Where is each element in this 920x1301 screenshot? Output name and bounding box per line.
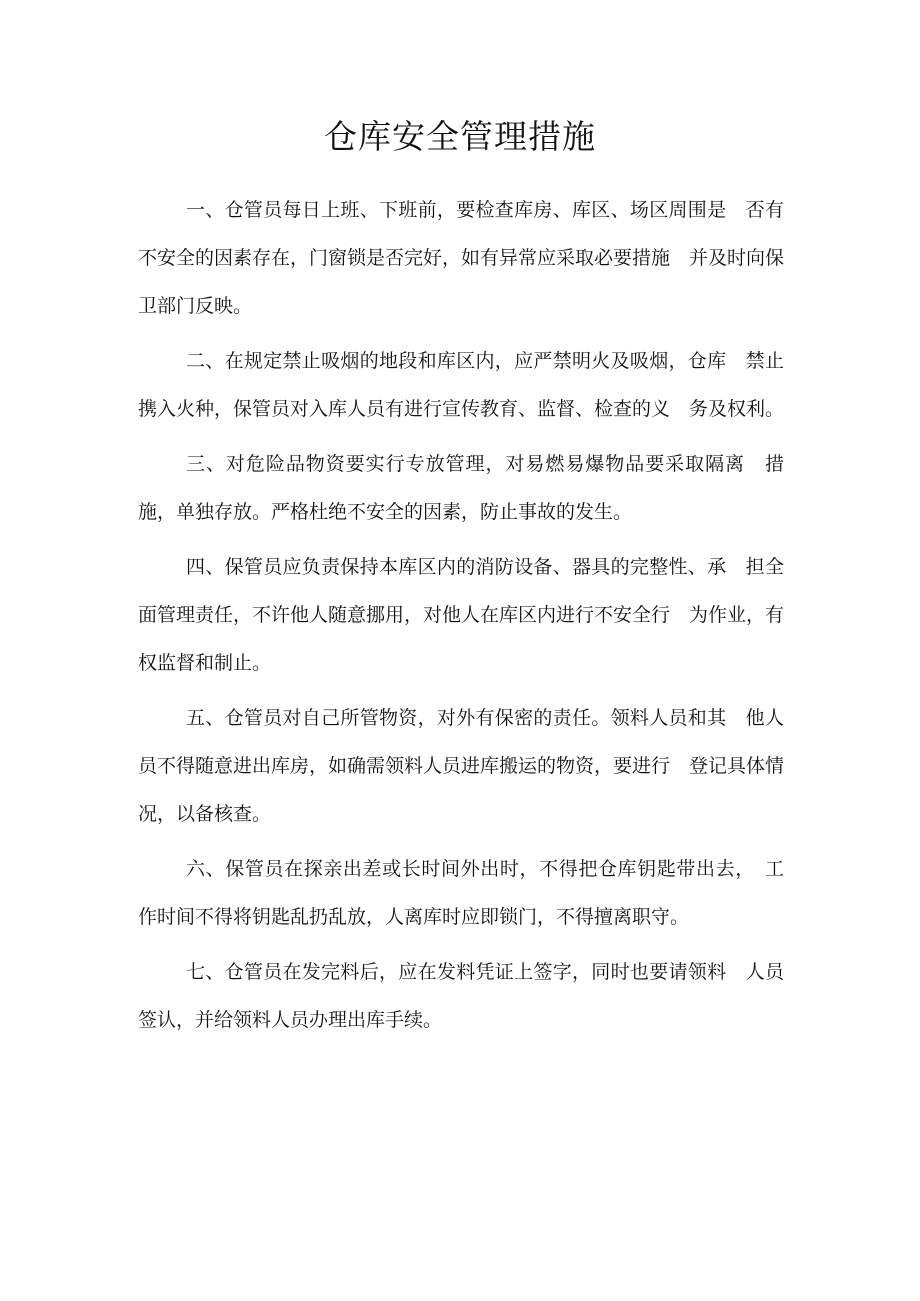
- paragraph-2: 二、在规定禁止吸烟的地段和库区内，应严禁明火及吸烟，仓库 禁止携入火种，保管员对入库人员有进行宣传教育、监督、检查的义 务及权利。: [138, 350, 785, 420]
- paragraph-7: 七、仓管员在发完料后，应在发料凭证上签字，同时也要请领料 人员签认，并给领料人员办理出库手续。: [138, 961, 784, 1031]
- paragraph-6: 六、保管员在探亲出差或长时间外出时，不得把仓库钥匙带出去， 工作时间不得将钥匙乱扔乱放，人离库时应即锁门，不得擅离职守。: [138, 858, 784, 928]
- paragraph-1: 一、仓管员每日上班、下班前，要检查库房、库区、场区周围是 否有不安全的因素存在，门窗锁是否完好，如有异常应采取必要措施 并及时向保卫部门反映。: [138, 199, 785, 317]
- paragraph-3: 三、对危险品物资要实行专放管理，对易燃易爆物品要采取隔离 措施，单独存放。严格杜绝不安全的因素，防止事故的发生。: [138, 453, 784, 523]
- document-body: [138, 186, 784, 1051]
- document-title: 仓库安全管理措施: [324, 117, 596, 156]
- paragraph-4: 四、保管员应负责保持本库区内的消防设备、器具的完整性、承 担全面管理责任，不许他人随意挪用，对他人在库区内进行不安全行 为作业，有权监督和制止。: [138, 556, 785, 674]
- paragraph-5: 五、仓管员对自己所管物资，对外有保密的责任。领料人员和其 他人员不得随意进出库房，如确需领料人员进库搬运的物资，要进行 登记具体情况，以备核查。: [138, 707, 785, 825]
